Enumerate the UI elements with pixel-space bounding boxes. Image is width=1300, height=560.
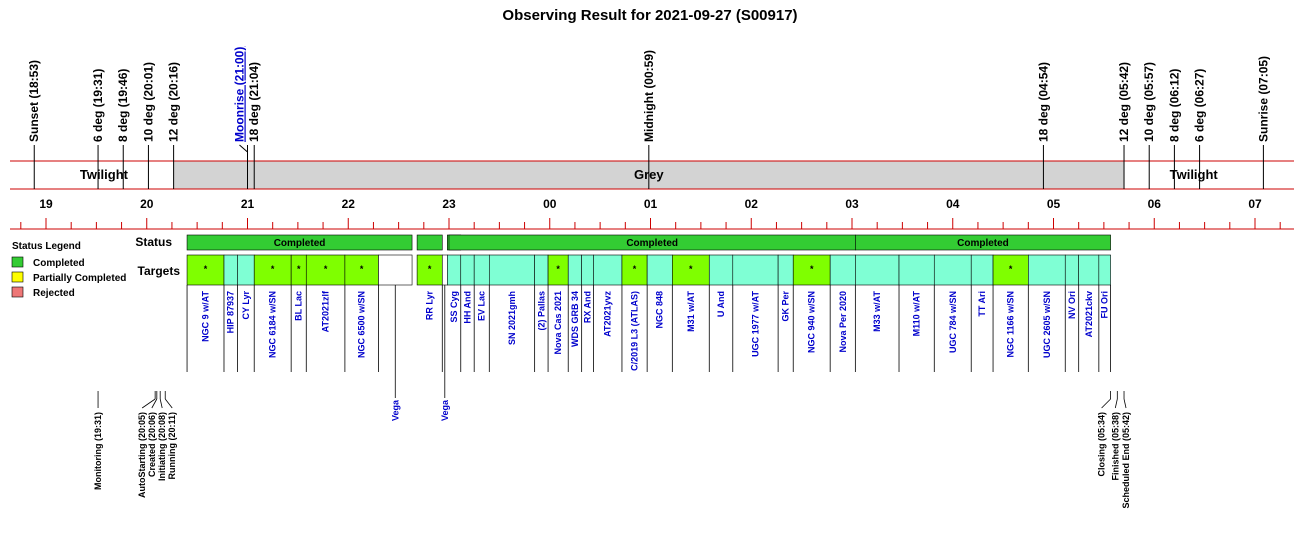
target-label-32: UGC 2605 w/SN (1041, 291, 1052, 359)
target-mark-8: * (427, 264, 432, 274)
band-label-1: Grey (634, 167, 664, 182)
target-label-17: RX And (582, 291, 593, 324)
target-label-9: Vega (439, 400, 450, 422)
log-label-5: Closing (05:34) (1096, 412, 1107, 477)
hour-label-07: 07 (1248, 197, 1262, 211)
target-mark-4: * (296, 264, 301, 274)
target-label-13: SN 2021gmh (506, 291, 517, 346)
target-mark-6: * (359, 264, 364, 274)
hour-label-04: 04 (946, 197, 960, 211)
log-leader-4 (165, 399, 172, 408)
event-label-1: 6 deg (19:31) (91, 68, 106, 142)
legend-label-2: Rejected (33, 288, 75, 299)
log-label-2: Created (20:06) (146, 412, 157, 478)
target-label-25: NGC 940 w/SN (806, 291, 817, 354)
target-label-6: NGC 6500 w/SN (356, 291, 367, 359)
target-label-3: NGC 6184 w/SN (267, 291, 278, 359)
log-leader-1 (142, 399, 155, 408)
hour-label-02: 02 (744, 197, 758, 211)
legend-label-1: Partially Completed (33, 273, 127, 284)
log-label-3: Initiating (20:08) (157, 412, 168, 482)
status-label-0: Completed (273, 238, 326, 249)
target-mark-15: * (556, 264, 560, 274)
target-label-24: GK Per (780, 291, 791, 322)
target-mark-21: * (689, 264, 693, 274)
target-block-9 (442, 255, 447, 285)
target-block-10 (447, 255, 460, 285)
target-label-11: HH And (462, 291, 473, 324)
target-block-23 (733, 255, 778, 285)
target-label-1: HIP 87937 (225, 291, 236, 334)
log-label-7: Scheduled End (05:42) (1121, 412, 1132, 509)
target-block-32 (1028, 255, 1065, 285)
target-label-16: WDS GRB 34 (569, 291, 580, 348)
hour-label-22: 22 (341, 197, 355, 211)
target-label-4: BL Lac (293, 291, 304, 321)
target-label-7: Vega (390, 400, 401, 422)
event-label-7: Midnight (00:59) (641, 50, 656, 142)
target-label-2: CY Lyr (240, 291, 251, 320)
event-leader-5 (240, 145, 248, 152)
target-label-23: UGC 1977 w/AT (750, 291, 761, 357)
status-label-3: Completed (626, 238, 679, 249)
target-block-20 (647, 255, 672, 285)
target-label-30: TT Ari (977, 291, 988, 317)
target-label-31: NGC 1166 w/SN (1005, 291, 1016, 358)
target-label-10: SS Cyg (449, 291, 460, 323)
hour-label-23: 23 (442, 197, 456, 211)
hour-label-00: 00 (543, 197, 557, 211)
target-block-33 (1065, 255, 1078, 285)
hour-label-19: 19 (39, 197, 53, 211)
legend-swatch-0 (12, 257, 23, 267)
log-leader-6 (1115, 399, 1117, 408)
event-label-0: Sunset (18:53) (27, 59, 42, 142)
target-block-17 (582, 255, 594, 285)
target-label-35: FU Ori (1099, 291, 1110, 319)
hour-label-06: 06 (1147, 197, 1161, 211)
event-label-13: Sunrise (07:05) (1256, 55, 1271, 142)
target-block-26 (830, 255, 855, 285)
target-block-34 (1079, 255, 1099, 285)
hour-label-21: 21 (240, 197, 255, 211)
target-block-22 (709, 255, 733, 285)
status-label-4: Completed (957, 238, 1009, 249)
target-mark-19: * (632, 264, 637, 274)
target-block-16 (568, 255, 581, 285)
target-block-35 (1099, 255, 1111, 285)
target-label-19: C/2019 L3 (ATLAS) (629, 291, 640, 371)
event-label-5: Moonrise (21:00) (232, 46, 247, 142)
log-leader-5 (1102, 399, 1111, 408)
event-label-3: 10 deg (20:01) (141, 61, 156, 142)
target-block-30 (971, 255, 993, 285)
event-label-8: 18 deg (04:54) (1036, 61, 1051, 142)
target-block-14 (535, 255, 548, 285)
hour-label-05: 05 (1046, 197, 1061, 211)
target-label-34: AT2021ckv (1083, 291, 1094, 338)
target-label-15: Nova Cas 2021 (553, 291, 564, 355)
log-leader-3 (160, 399, 162, 408)
legend-title: Status Legend (12, 241, 81, 252)
target-block-11 (461, 255, 474, 285)
target-block-28 (899, 255, 934, 285)
target-label-0: NGC 9 w/AT (200, 291, 211, 342)
target-label-33: NV Ori (1066, 291, 1077, 320)
log-leader-7 (1124, 399, 1126, 408)
legend-swatch-1 (12, 272, 23, 282)
event-label-11: 8 deg (06:12) (1167, 68, 1182, 142)
hour-label-03: 03 (845, 197, 859, 211)
event-label-4: 12 deg (20:16) (166, 61, 181, 142)
status-block-1 (417, 235, 442, 250)
log-label-4: Running (20:11) (167, 412, 178, 480)
legend-swatch-2 (12, 287, 23, 297)
event-label-9: 12 deg (05:42) (1117, 61, 1132, 142)
target-block-18 (593, 255, 622, 285)
target-label-27: M33 w/AT (872, 291, 883, 332)
log-label-0: Monitoring (19:31) (93, 412, 104, 490)
target-block-2 (237, 255, 254, 285)
target-block-27 (855, 255, 899, 285)
target-mark-0: * (203, 264, 208, 274)
status-row-label: Status (135, 235, 172, 249)
log-label-1: AutoStarting (20:05) (137, 412, 148, 499)
target-block-13 (489, 255, 534, 285)
target-mark-5: * (323, 264, 328, 274)
hour-label-01: 01 (643, 197, 658, 211)
target-mark-25: * (809, 264, 814, 274)
target-label-8: RR Lyr (424, 291, 435, 321)
target-label-5: AT2021zlf (320, 291, 331, 333)
target-label-22: U And (716, 291, 727, 318)
target-label-20: NGC 848 (654, 291, 665, 329)
target-block-1 (224, 255, 237, 285)
target-block-29 (934, 255, 971, 285)
log-label-6: Finished (05:38) (1110, 412, 1121, 481)
event-label-12: 6 deg (06:27) (1192, 68, 1207, 142)
target-label-21: M31 w/AT (685, 291, 696, 332)
target-block-24 (778, 255, 793, 285)
target-label-14: (2) Pallas (536, 291, 547, 331)
event-label-6: 18 deg (21:04) (247, 61, 262, 142)
target-mark-3: * (270, 264, 275, 274)
target-label-12: EV Lac (476, 291, 487, 322)
target-block-12 (474, 255, 489, 285)
target-label-18: AT2021yvz (602, 291, 613, 337)
target-mark-31: * (1008, 264, 1013, 274)
chart-title: Observing Result for 2021-09-27 (S00917) (502, 7, 798, 24)
band-label-2: Twilight (1169, 167, 1218, 182)
target-label-28: M110 w/AT (911, 291, 922, 337)
band-label-0: Twilight (79, 167, 129, 182)
target-label-29: UGC 784 w/SN (947, 291, 958, 354)
hour-label-20: 20 (140, 197, 154, 211)
target-label-26: Nova Per 2020 (837, 291, 848, 353)
target-block-7 (378, 255, 412, 285)
targets-row-label: Targets (137, 264, 180, 278)
legend-label-0: Completed (33, 258, 85, 269)
event-label-2: 8 deg (19:46) (116, 68, 131, 142)
event-label-10: 10 deg (05:57) (1142, 61, 1157, 142)
